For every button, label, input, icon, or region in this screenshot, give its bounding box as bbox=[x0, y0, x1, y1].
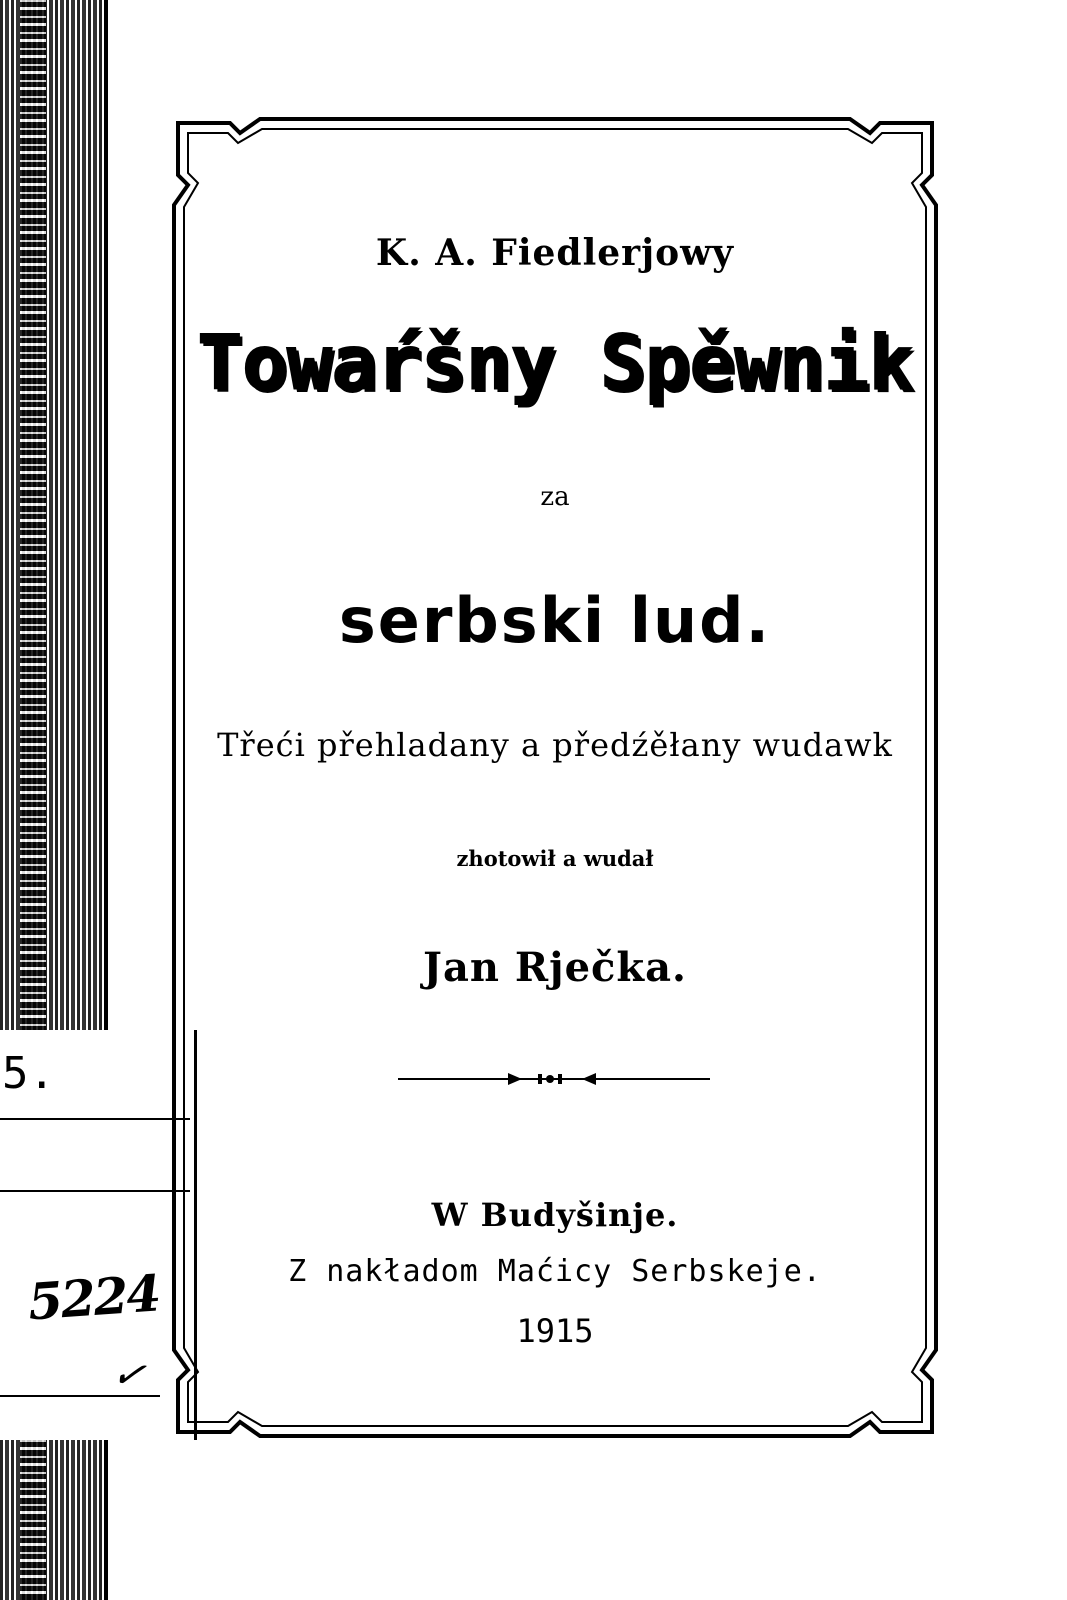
decorative-rule-icon bbox=[398, 1064, 710, 1094]
title-connector: za bbox=[540, 482, 570, 512]
book-subtitle: serbski lud. bbox=[338, 584, 772, 657]
editor-name: Jan Rječka. bbox=[423, 944, 687, 991]
publication-year: 1915 bbox=[516, 1312, 594, 1350]
label-rule bbox=[0, 1190, 190, 1192]
book-title: Towaŕšny Spěwnik bbox=[196, 318, 914, 407]
publisher-line: Z nakładom Maćicy Serbskeje. bbox=[288, 1254, 822, 1289]
compiled-by-line: zhotowił a wudał bbox=[456, 846, 654, 871]
edition-statement: Třeći přehladany a předźěłany wudawk bbox=[217, 726, 893, 764]
frame-border-icon bbox=[170, 115, 940, 1440]
label-check-mark: ✓ bbox=[108, 1349, 150, 1401]
publication-place: W Budyšinje. bbox=[431, 1196, 679, 1234]
label-shelf-number: 5224 bbox=[26, 1263, 162, 1332]
label-fragment: 5. bbox=[2, 1048, 55, 1099]
label-rule bbox=[0, 1118, 190, 1120]
author-name: K. A. Fiedlerjowy bbox=[375, 232, 735, 274]
ornamental-frame bbox=[170, 115, 940, 1440]
